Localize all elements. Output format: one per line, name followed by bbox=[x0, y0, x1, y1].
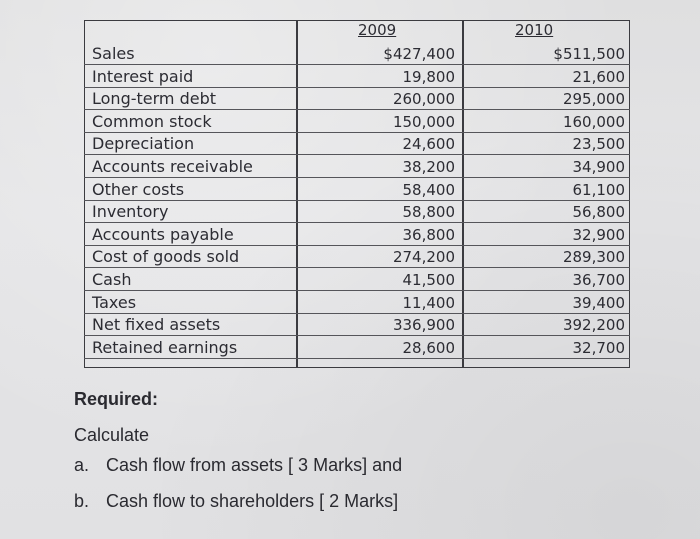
value-2009: 41,500 bbox=[402, 271, 455, 289]
value-2009: 36,800 bbox=[402, 225, 455, 244]
required-heading: Required: bbox=[74, 389, 159, 409]
row-label: Other costs bbox=[92, 179, 185, 199]
value-2010: $511,500 bbox=[553, 45, 625, 63]
value-2010: 295,000 bbox=[562, 90, 625, 109]
row-divider bbox=[84, 132, 630, 133]
value-2010: 32,900 bbox=[572, 225, 625, 244]
value-2009: 11,400 bbox=[402, 293, 455, 312]
value-2010: 23,500 bbox=[572, 135, 625, 154]
column-divider bbox=[296, 20, 298, 368]
year-header-2009: 2009 bbox=[358, 21, 397, 39]
row-label: Long-term debt bbox=[92, 89, 217, 109]
value-2010: 56,800 bbox=[572, 203, 625, 222]
value-2010: 160,000 bbox=[562, 112, 625, 131]
column-divider bbox=[462, 20, 464, 368]
requirement-a bbox=[74, 455, 402, 476]
row-label: Inventory bbox=[92, 202, 169, 222]
row-label: Depreciation bbox=[92, 134, 195, 154]
row-divider bbox=[84, 109, 630, 110]
value-2010: 61,100 bbox=[572, 180, 625, 199]
row-divider bbox=[84, 177, 630, 178]
value-2009: 58,400 bbox=[402, 180, 455, 199]
row-divider bbox=[84, 64, 630, 65]
row-divider bbox=[84, 267, 630, 268]
row-label: Taxes bbox=[92, 292, 137, 312]
row-divider bbox=[84, 335, 630, 336]
row-divider bbox=[84, 245, 630, 246]
value-2010: 39,400 bbox=[572, 293, 625, 312]
value-2010: 34,900 bbox=[572, 158, 625, 176]
requirement-text: Cash flow from assets [ 3 Marks] and bbox=[106, 455, 403, 475]
row-divider bbox=[84, 200, 630, 201]
row-label: Accounts receivable bbox=[92, 157, 253, 176]
list-marker: a. bbox=[74, 455, 90, 475]
value-2009: 19,800 bbox=[402, 67, 455, 86]
value-2009: 28,600 bbox=[402, 338, 455, 357]
row-label: Sales bbox=[92, 44, 135, 63]
row-label: Cash bbox=[92, 270, 132, 289]
row-label: Accounts payable bbox=[92, 224, 234, 244]
calculate-text: Calculate bbox=[74, 425, 150, 445]
value-2010: 36,700 bbox=[572, 271, 625, 289]
row-divider bbox=[84, 87, 630, 88]
row-divider bbox=[84, 290, 630, 291]
value-2009: $427,400 bbox=[383, 45, 455, 63]
requirement-text: Cash flow to shareholders [ 2 Marks] bbox=[106, 491, 399, 511]
list-marker: b. bbox=[74, 491, 90, 511]
row-divider bbox=[84, 222, 630, 223]
row-label: Interest paid bbox=[92, 66, 194, 86]
value-2010: 32,700 bbox=[572, 338, 625, 357]
value-2009: 38,200 bbox=[402, 158, 455, 176]
row-label: Net fixed assets bbox=[92, 315, 221, 335]
value-2010: 21,600 bbox=[572, 67, 625, 86]
row-divider bbox=[84, 358, 630, 359]
requirement-b bbox=[74, 491, 398, 512]
value-2009: 150,000 bbox=[392, 112, 455, 131]
row-label: Common stock bbox=[92, 111, 212, 131]
row-divider bbox=[84, 154, 630, 155]
value-2010: 289,300 bbox=[562, 248, 625, 267]
value-2010: 392,200 bbox=[562, 316, 625, 335]
row-label: Cost of goods sold bbox=[92, 247, 240, 267]
value-2009: 260,000 bbox=[392, 90, 455, 109]
row-label: Retained earnings bbox=[92, 337, 238, 357]
row-divider bbox=[84, 313, 630, 314]
value-2009: 336,900 bbox=[392, 316, 455, 335]
value-2009: 274,200 bbox=[392, 248, 455, 267]
value-2009: 58,800 bbox=[402, 203, 455, 222]
year-header-2010: 2010 bbox=[515, 21, 554, 39]
value-2009: 24,600 bbox=[402, 135, 455, 154]
